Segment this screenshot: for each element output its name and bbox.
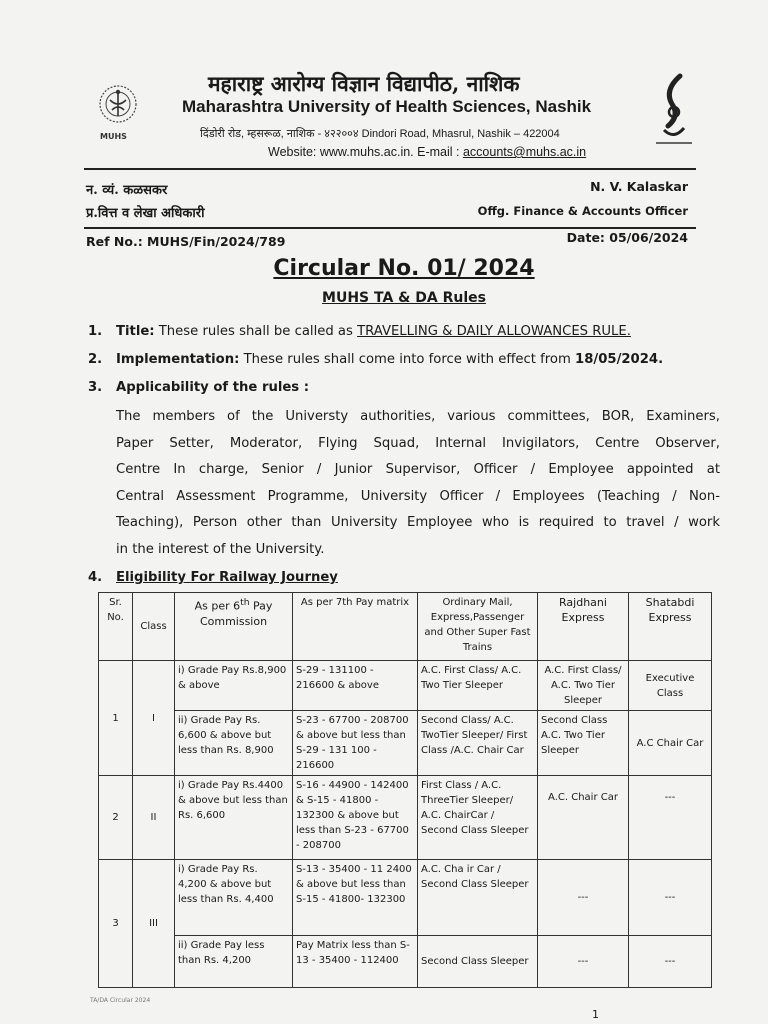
muhs-logo-icon <box>96 78 140 140</box>
table-row <box>99 776 712 860</box>
rule-item-implementation <box>88 352 663 367</box>
cell-rajdhani: --- <box>538 860 629 936</box>
cell-ordinary: Second Class/ A.C. TwoTier Sleeper/ First Class /A.C. Chair Car <box>418 711 538 776</box>
applicability-paragraph <box>116 404 720 563</box>
cell-class: I <box>133 661 175 776</box>
header-divider <box>84 168 696 170</box>
officer-designation-marathi: प्र.वित्त व लेखा अधिकारी <box>86 206 205 221</box>
cell-ordinary: A.C. Cha ir Car / Second Class Sleeper <box>418 860 538 936</box>
cell-shatabdi: --- <box>629 936 712 988</box>
rule-text: These rules shall be called as <box>154 324 358 339</box>
cell-7th-pay: Pay Matrix less than S-13 - 35400 - 112400 <box>293 936 418 988</box>
paragraph-line: in the interest of the University. <box>116 541 325 557</box>
cell-6th-pay: ii) Grade Pay less than Rs. 4,200 <box>175 936 293 988</box>
table-row <box>99 936 712 988</box>
cell-6th-pay: i) Grade Pay Rs. 4,200 & above but less than Rs. 4,400 <box>175 860 293 936</box>
rule-number: 1. <box>88 324 103 339</box>
cell-rajdhani: Second Class A.C. Two Tier Sleeper <box>538 711 629 776</box>
rule-label: Implementation: <box>116 352 240 367</box>
railway-eligibility-table <box>98 592 712 988</box>
rule-number: 4. <box>88 570 103 585</box>
header-7th-pay: As per 7th Pay matrix <box>293 593 418 661</box>
footer-note: TA/DA Circular 2024 <box>90 997 151 1004</box>
rule-item-title <box>88 324 631 339</box>
circular-title <box>0 256 768 281</box>
header-shatabdi: Shatabdi Express <box>629 593 712 661</box>
rule-item-eligibility <box>88 570 338 585</box>
rule-label: Applicability of the rules : <box>116 380 310 395</box>
cell-class: II <box>133 776 175 860</box>
rule-name: TRAVELLING & DAILY ALLOWANCES RULE. <box>357 324 631 339</box>
header-ordinary-trains: Ordinary Mail, Express,Passenger and Other Super Fast Trains <box>418 593 538 661</box>
cell-6th-pay: ii) Grade Pay Rs. 6,600 & above but less than Rs. 8,900 <box>175 711 293 776</box>
paragraph-line: Paper Setter, Moderator, Flying Squad, Internal Invigilators, Centre Observer, <box>116 435 720 451</box>
cell-7th-pay: S-29 - 131100 - 216600 & above <box>293 661 418 711</box>
circular-subtitle-text: MUHS TA & DA Rules <box>322 290 486 306</box>
email-link[interactable]: accounts@muhs.ac.in <box>462 145 587 159</box>
cell-sr: 3 <box>99 860 133 988</box>
cell-rajdhani: A.C. Chair Car <box>538 776 629 860</box>
cell-ordinary: First Class / A.C. ThreeTier Sleeper/ A.C. ChairCar / Second Class Sleeper <box>418 776 538 860</box>
cell-6th-pay: i) Grade Pay Rs.8,900 & above <box>175 661 293 711</box>
header-class: Class <box>133 593 175 661</box>
cell-ordinary: Second Class Sleeper <box>418 936 538 988</box>
table-row <box>99 860 712 936</box>
website-text: Website: www.muhs.ac.in. E-mail : <box>268 145 463 159</box>
rule-label: Eligibility For Railway Journey <box>116 570 338 585</box>
officer-divider <box>84 227 696 229</box>
paragraph-line: Centre In charge, Senior / Junior Supervisor, Officer / Employee appointed at <box>116 462 720 477</box>
university-name-english: Maharashtra University of Health Sciences, Nashik <box>182 97 592 116</box>
university-address: दिंडोरी रोड, म्हसरूळ, नाशिक - ४२२००४ Dindori Road, Mhasrul, Nashik – 422004 <box>200 128 560 140</box>
reference-number: Ref No.: MUHS/Fin/2024/789 <box>86 234 286 249</box>
rule-text: These rules shall come into force with effect from <box>239 352 576 367</box>
cell-6th-pay: i) Grade Pay Rs.4400 & above but less than Rs. 6,600 <box>175 776 293 860</box>
officer-name-english: N. V. Kalaskar <box>590 179 688 194</box>
header-6th-pay-pre: As per 6 <box>194 599 241 613</box>
university-emblem-icon <box>650 70 696 154</box>
header-6th-pay-sup: th <box>240 597 250 608</box>
rule-item-applicability <box>88 380 309 395</box>
cell-shatabdi: --- <box>629 776 712 860</box>
header-6th-pay-post: Pay Commission <box>199 599 273 628</box>
cell-shatabdi: --- <box>629 860 712 936</box>
rule-label: Title: <box>116 324 155 339</box>
officer-designation-english: Offg. Finance & Accounts Officer <box>477 204 688 218</box>
cell-7th-pay: S-16 - 44900 - 142400 & S-15 - 41800 - 132300 & above but less than S-23 - 67700 - 208700 <box>293 776 418 860</box>
cell-rajdhani: --- <box>538 936 629 988</box>
cell-sr: 2 <box>99 776 133 860</box>
cell-shatabdi: A.C Chair Car <box>629 711 712 776</box>
rule-number: 2. <box>88 352 103 367</box>
table-row <box>99 711 712 776</box>
logo-label: MUHS <box>100 132 127 141</box>
officer-name-marathi: न. व्यं. कळसकर <box>86 183 168 198</box>
circular-subtitle <box>0 290 768 306</box>
university-name-marathi: महाराष्ट्र आरोग्य विज्ञान विद्यापीठ, नाशिक <box>208 71 520 96</box>
paragraph-line: Central Assessment Programme, University Officer / Employees (Teaching / Non- <box>116 488 720 504</box>
cell-7th-pay: S-23 - 67700 - 208700 & above but less than S-29 - 131 100 - 216600 <box>293 711 418 776</box>
table-header-row <box>99 593 712 661</box>
page-number: 1 <box>592 1008 599 1021</box>
circular-title-text: Circular No. 01/ 2024 <box>273 256 535 281</box>
rule-number: 3. <box>88 380 103 395</box>
paragraph-line: The members of the Universty authorities, various committees, BOR, Examiners, <box>116 409 720 424</box>
cell-shatabdi: Executive Class <box>629 661 712 711</box>
header-6th-pay <box>175 593 293 661</box>
effective-date: 18/05/2024. <box>575 352 664 367</box>
website-line <box>268 145 586 159</box>
cell-rajdhani: A.C. First Class/ A.C. Two Tier Sleeper <box>538 661 629 711</box>
circular-date: Date: 05/06/2024 <box>566 230 688 245</box>
cell-ordinary: A.C. First Class/ A.C. Two Tier Sleeper <box>418 661 538 711</box>
table-row <box>99 661 712 711</box>
cell-class: III <box>133 860 175 988</box>
header-rajdhani: Rajdhani Express <box>538 593 629 661</box>
cell-7th-pay: S-13 - 35400 - 11 2400 & above but less than S-15 - 41800- 132300 <box>293 860 418 936</box>
cell-sr: 1 <box>99 661 133 776</box>
header-sr: Sr. No. <box>99 593 133 661</box>
paragraph-line: Teaching), Person other than University Employee who is required to travel / work <box>116 515 720 530</box>
